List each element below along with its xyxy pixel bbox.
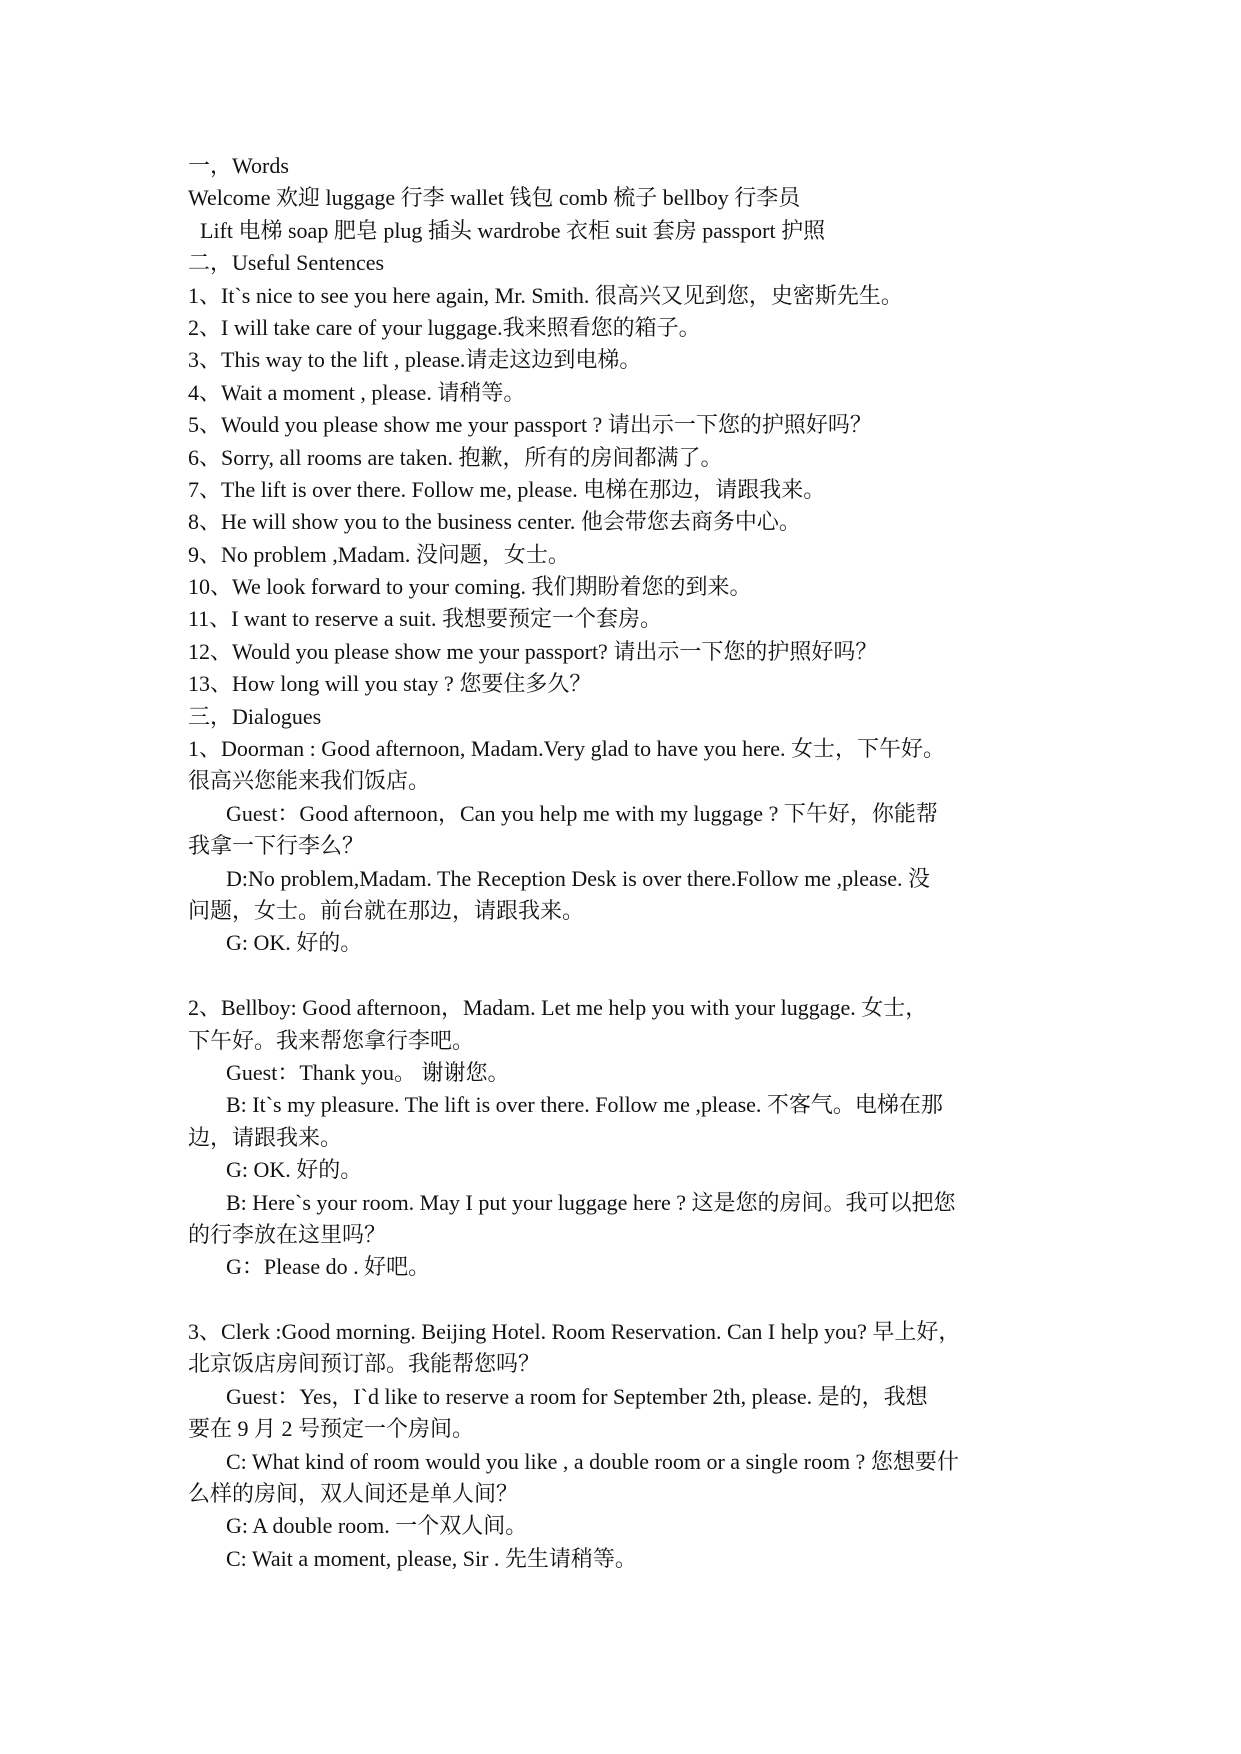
dialogue-line: B: It`s my pleasure. The lift is over there. Follow me ,please. 不客气。电梯在那 [226,1092,943,1118]
section-heading-sentences: 二，Useful Sentences [188,250,385,276]
dialogue-line: 的行李放在这里吗？ [188,1221,387,1247]
dialogue-line: G：Please do . 好吧。 [226,1254,431,1280]
dialogue-line: C: What kind of room would you like , a double room or a single room ? 您想要什 [226,1448,959,1474]
dialogue-line: 下午好。我来帮您拿行李吧。 [188,1027,475,1053]
dialogue-line: B: Here`s your room. May I put your luggage here ? 这是您的房间。我可以把您 [226,1189,956,1215]
section-heading-words: 一，Words [188,153,289,178]
section-heading-dialogues: 三，Dialogues [188,703,322,729]
dialogue-line: Guest：Thank you。 谢谢您。 [226,1059,510,1085]
dialogue-line: 很高兴您能来我们饭店。 [188,768,431,794]
sentence-line: 10、We look forward to your coming. 我们期盼着您的到来。 [188,574,752,600]
dialogue-line: G: OK. 好的。 [226,1157,363,1183]
dialogue-line: 么样的房间，双人间还是单人间？ [188,1481,519,1507]
dialogue-line: G: A double room. 一个双人间。 [226,1513,528,1539]
dialogue-line: Guest：Good afternoon，Can you help me with my luggage ? 下午好，你能帮 [226,800,938,826]
sentence-line: 11、I want to reserve a suit. 我想要预定一个套房。 [188,606,662,632]
dialogue-line: Guest：Yes，I`d like to reserve a room for September 2th, please. 是的，我想 [226,1383,928,1409]
sentence-line: 1、It`s nice to see you here again, Mr. Smith. 很高兴又见到您，史密斯先生。 [188,282,903,308]
blank-line [188,1284,1068,1316]
dialogue-line: C: Wait a moment, please, Sir . 先生请稍等。 [226,1545,637,1571]
words-line: Welcome 欢迎 luggage 行李 wallet 钱包 comb 梳子 bellboy 行李员 [188,185,801,211]
sentence-line: 8、He will show you to the business center. 他会带您去商务中心。 [188,509,801,535]
sentence-line: 2、I will take care of your luggage.我来照看您的箱子。 [188,314,701,340]
dialogue-line: D:No problem,Madam. The Reception Desk is over there.Follow me ,please. 没 [226,865,931,891]
dialogue-line: 边，请跟我来。 [188,1124,343,1150]
sentence-line: 6、Sorry, all rooms are taken. 抱歉，所有的房间都满了。 [188,444,723,470]
words-line: Lift 电梯 soap 肥皂 plug 插头 wardrobe 衣柜 suit 套房 passport 护照 [200,217,826,243]
dialogue-line: 我拿一下行李么？ [188,833,365,859]
sentence-line: 12、Would you please show me your passport? 请出示一下您的护照好吗？ [188,638,878,664]
document-body [188,150,1068,1575]
sentence-line: 5、Would you please show me your passport ? 请出示一下您的护照好吗？ [188,412,872,438]
sentence-line: 7、The lift is over there. Follow me, please. 电梯在那边，请跟我来。 [188,476,826,502]
dialogue-line: 3、Clerk :Good morning. Beijing Hotel. Room Reservation. Can I help you? 早上好， [188,1319,961,1345]
dialogue-line: 2、Bellboy: Good afternoon，Madam. Let me help you with your luggage. 女士， [188,995,928,1021]
blank-line [188,960,1068,992]
sentence-line: 9、No problem ,Madam. 没问题，女士。 [188,541,570,567]
dialogue-line: 北京饭店房间预订部。我能帮您吗？ [188,1351,541,1377]
sentence-line: 4、Wait a moment , please. 请稍等。 [188,379,526,405]
dialogue-line: 要在 9 月 2 号预定一个房间。 [188,1416,475,1442]
dialogue-line: G: OK. 好的。 [226,930,363,956]
sentence-line: 3、This way to the lift , please.请走这边到电梯。 [188,347,642,373]
dialogue-line: 1、Doorman : Good afternoon, Madam.Very glad to have you here. 女士，下午好。 [188,736,946,762]
dialogue-line: 问题，女士。前台就在那边，请跟我来。 [188,897,585,923]
sentence-line: 13、How long will you stay ? 您要住多久？ [188,671,592,697]
